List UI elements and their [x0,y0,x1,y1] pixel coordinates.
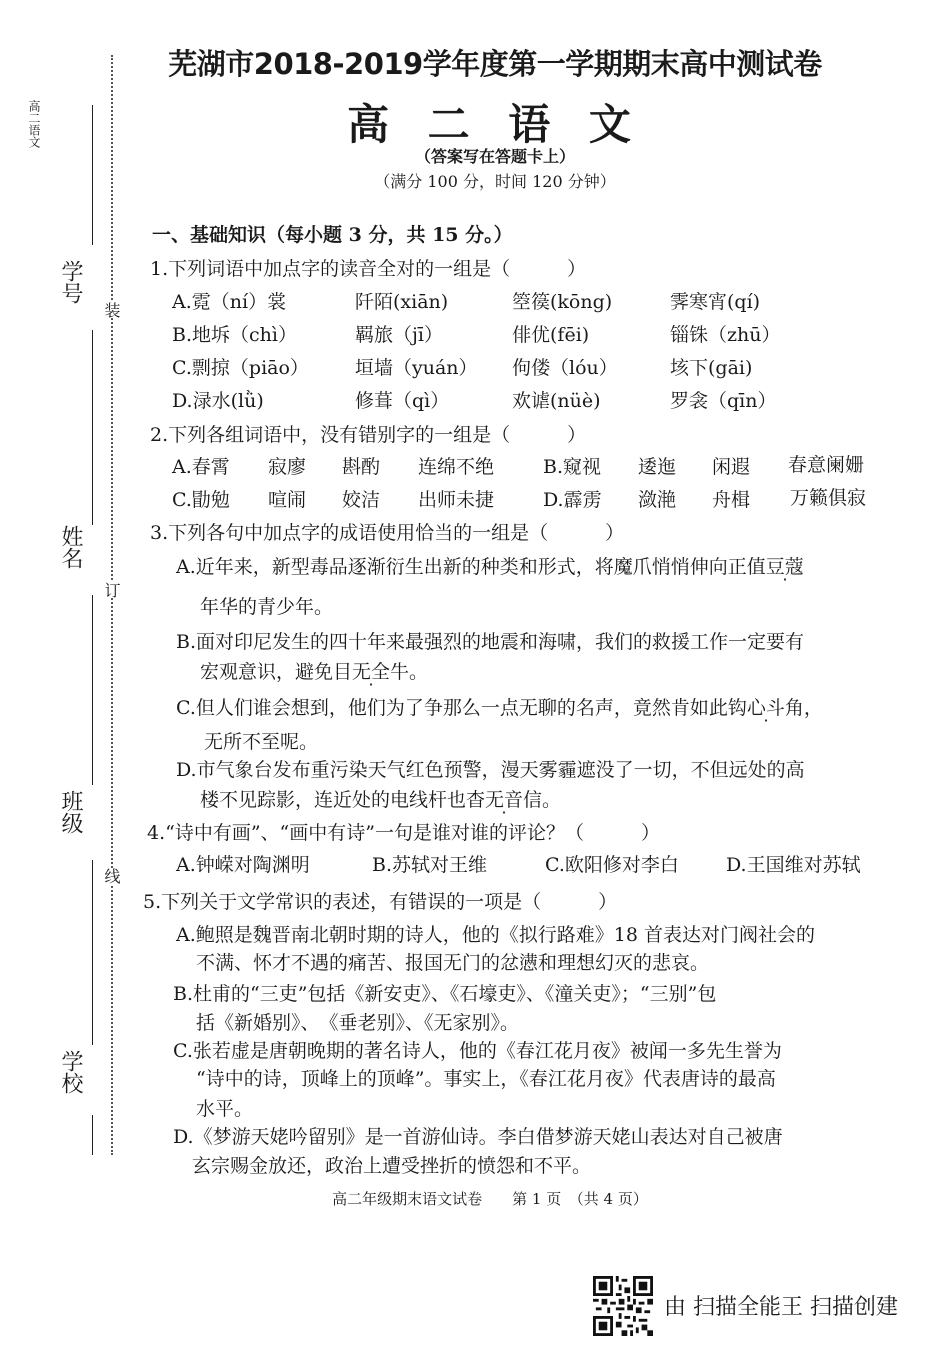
q1-option-b-4: 锱铢（zhū） [670,324,781,346]
q1-option-c-3: 佝偻（lóu） [512,357,618,379]
q3-option-b-line2: 宏观意识，避免目无全牛。 [200,657,428,684]
q3-option-a-line2: 年华的青少年。 [200,596,334,618]
q2-option-c-3: 姣洁 [342,489,381,511]
q5-option-c-line2: “诗中的诗，顶峰上的顶峰”。事实上，《春江花月夜》代表唐诗的最高 [196,1068,776,1090]
q1-option-b-1: B.地坼（chì） [172,324,297,346]
q5-option-a-line2: 不满、怀才不遇的痛苦、报国无门的忿懑和理想幻灭的悲哀。 [196,952,710,974]
q2-option-c-1: C.勖勉 [172,489,230,511]
q2-option-d-1: D.霹雳 [543,489,602,511]
field-line-class [92,595,93,785]
q2-option-a-2: 寂廖 [268,456,307,478]
q3-option-d-dotted-idiom: 杳无音信 [466,789,542,815]
q2-option-d-4: 万籁俱寂 [790,487,867,509]
q1-option-a-4: 霁寒宵(qí) [670,291,761,313]
q1-option-d-1: D.渌水(lǜ) [172,390,264,412]
question-2-stem: 2.下列各组词语中，没有错别字的一组是（ ） [150,424,587,446]
q2-option-a-3: 斟酌 [342,456,381,478]
question-5-stem: 5.下列关于文学常识的表述，有错误的一项是（ ） [143,891,618,913]
q2-option-c-4: 出师未捷 [418,489,495,511]
scanner-watermark: 由 扫描全能王 扫描创建 [664,1295,898,1320]
q1-option-d-2: 修葺（qì） [355,390,450,412]
q2-option-a-4: 连绵不绝 [418,456,495,478]
q3-option-a-line1: A.近年来，新型毒品逐渐衍生出新的种类和形式，将魔爪悄悄伸向正值豆蔻 [176,552,804,579]
score-note: （满分 100 分，时间 120 分钟） [374,172,616,191]
question-1-stem: 1.下列词语中加点字的读音全对的一组是（ ） [150,258,587,280]
field-line-end [92,1115,93,1155]
field-line-name [92,330,93,525]
question-3-stem: 3.下列各句中加点字的成语使用恰当的一组是（ ） [150,522,625,544]
q2-option-b-4: 春意阑姗 [788,454,865,476]
q1-option-d-3: 欢谑(nüè) [512,390,601,412]
field-line-school [92,860,93,1045]
binding-dotted-line [111,55,113,1155]
field-label-class: 班级 [58,790,83,834]
q5-option-b-line2: 括《新婚别》、 《垂老别》、《无家别》。 [196,1012,520,1034]
q3-option-b-line1: B.面对印尼发生的四十年来最强烈的地震和海啸，我们的救援工作一定要有 [176,631,805,653]
q5-option-c-line3: 水平。 [196,1098,254,1120]
question-4-stem: 4.“诗中有画”、“画中有诗”一句是谁对谁的评论？（ ） [147,822,660,844]
q4-option-d: D.王国维对苏轼 [726,854,861,876]
q3-option-d-line2: 楼不见踪影，连近处的电线杆也杳无音信。 [200,785,561,812]
q1-option-a-1: A.霓（ní）裳 [172,291,287,313]
binding-mark-ding: 订 [102,582,121,598]
q3-option-c-dotted-idiom: 钩心斗角 [728,697,804,723]
q1-option-c-4: 垓下(gāi) [670,357,753,379]
q3-option-c-line1: C.但人们谁会想到，他们为了争那么一点无聊的名声，竟然肯如此钩心斗角， [176,693,823,720]
q1-option-a-2: 阡陌(xiān) [355,291,449,313]
qr-code-icon [593,1276,653,1336]
subject-title: 高 二 语 文 [347,100,643,149]
q1-option-b-2: 羁旅（jī） [355,324,443,346]
binding-mark-zhuang: 装 [102,302,121,318]
answer-note: （答案写在答题卡上） [414,147,575,166]
q1-option-a-3: 箜篌(kōng) [512,291,613,313]
corner-subject-label: 高二语文 [27,100,41,148]
q5-option-d-line1: D.《梦游天姥吟留别》是一首游仙诗。李白借梦游天姥山表达对自己被唐 [173,1126,783,1148]
q1-option-c-2: 垣墙（yuán） [355,357,478,379]
q3-option-b-dotted-idiom: 目无全牛 [333,661,409,687]
q1-option-b-3: 俳优(fēi) [512,324,590,346]
q5-option-b-line1: B.杜甫的“三吏”包括《新安吏》、《石壕吏》、《潼关吏》；“三别”包 [173,983,717,1005]
q2-option-c-2: 喧闹 [268,489,307,511]
q1-option-d-4: 罗衾（qīn） [670,390,777,412]
q2-option-b-2: 逶迤 [638,456,677,478]
q2-option-d-2: 潋滟 [638,489,677,511]
q5-option-c-line1: C.张若虚是唐朝晚期的著名诗人，他的《春江花月夜》被闻一多先生誉为 [173,1040,782,1062]
page-footer: 高二年级期末语文试卷 第 1 页 （共 4 页） [332,1190,648,1208]
field-label-name: 姓名 [58,525,83,569]
exam-title: 芜湖市2018-2019学年度第一学期期末高中测试卷 [168,47,822,81]
section-title: 一、基础知识（每小题 3 分，共 15 分。） [152,224,513,246]
q4-option-c: C.欧阳修对李白 [545,854,679,876]
q2-option-d-3: 舟楫 [712,489,751,511]
q2-option-b-3: 闲遐 [712,456,751,478]
q1-option-c-1: C.剽掠（piāo） [172,357,309,379]
binding-mark-xian: 线 [102,868,121,884]
q3-option-d-line1: D.市气象台发布重污染天气红色预警，漫天雾霾遮没了一切，不但远处的高 [176,759,805,781]
q3-option-c-line2: 无所不至呢。 [204,731,319,753]
q4-option-b: B.苏轼对王维 [372,854,488,876]
field-label-student-id: 学号 [58,260,83,304]
q4-option-a: A.钟嵘对陶渊明 [176,854,310,876]
q3-option-a-dotted-idiom: 豆蔻 [766,556,804,582]
q2-option-a-1: A.春霄 [172,456,230,478]
q5-option-d-line2: 玄宗赐金放还，政治上遭受挫折的愤怨和不平。 [192,1155,592,1177]
field-label-school: 学校 [58,1050,83,1094]
q5-option-a-line1: A.鲍照是魏晋南北朝时期的诗人，他的《拟行路难》18 首表达对门阀社会的 [176,924,815,946]
q2-option-b-1: B.窥视 [543,456,602,478]
